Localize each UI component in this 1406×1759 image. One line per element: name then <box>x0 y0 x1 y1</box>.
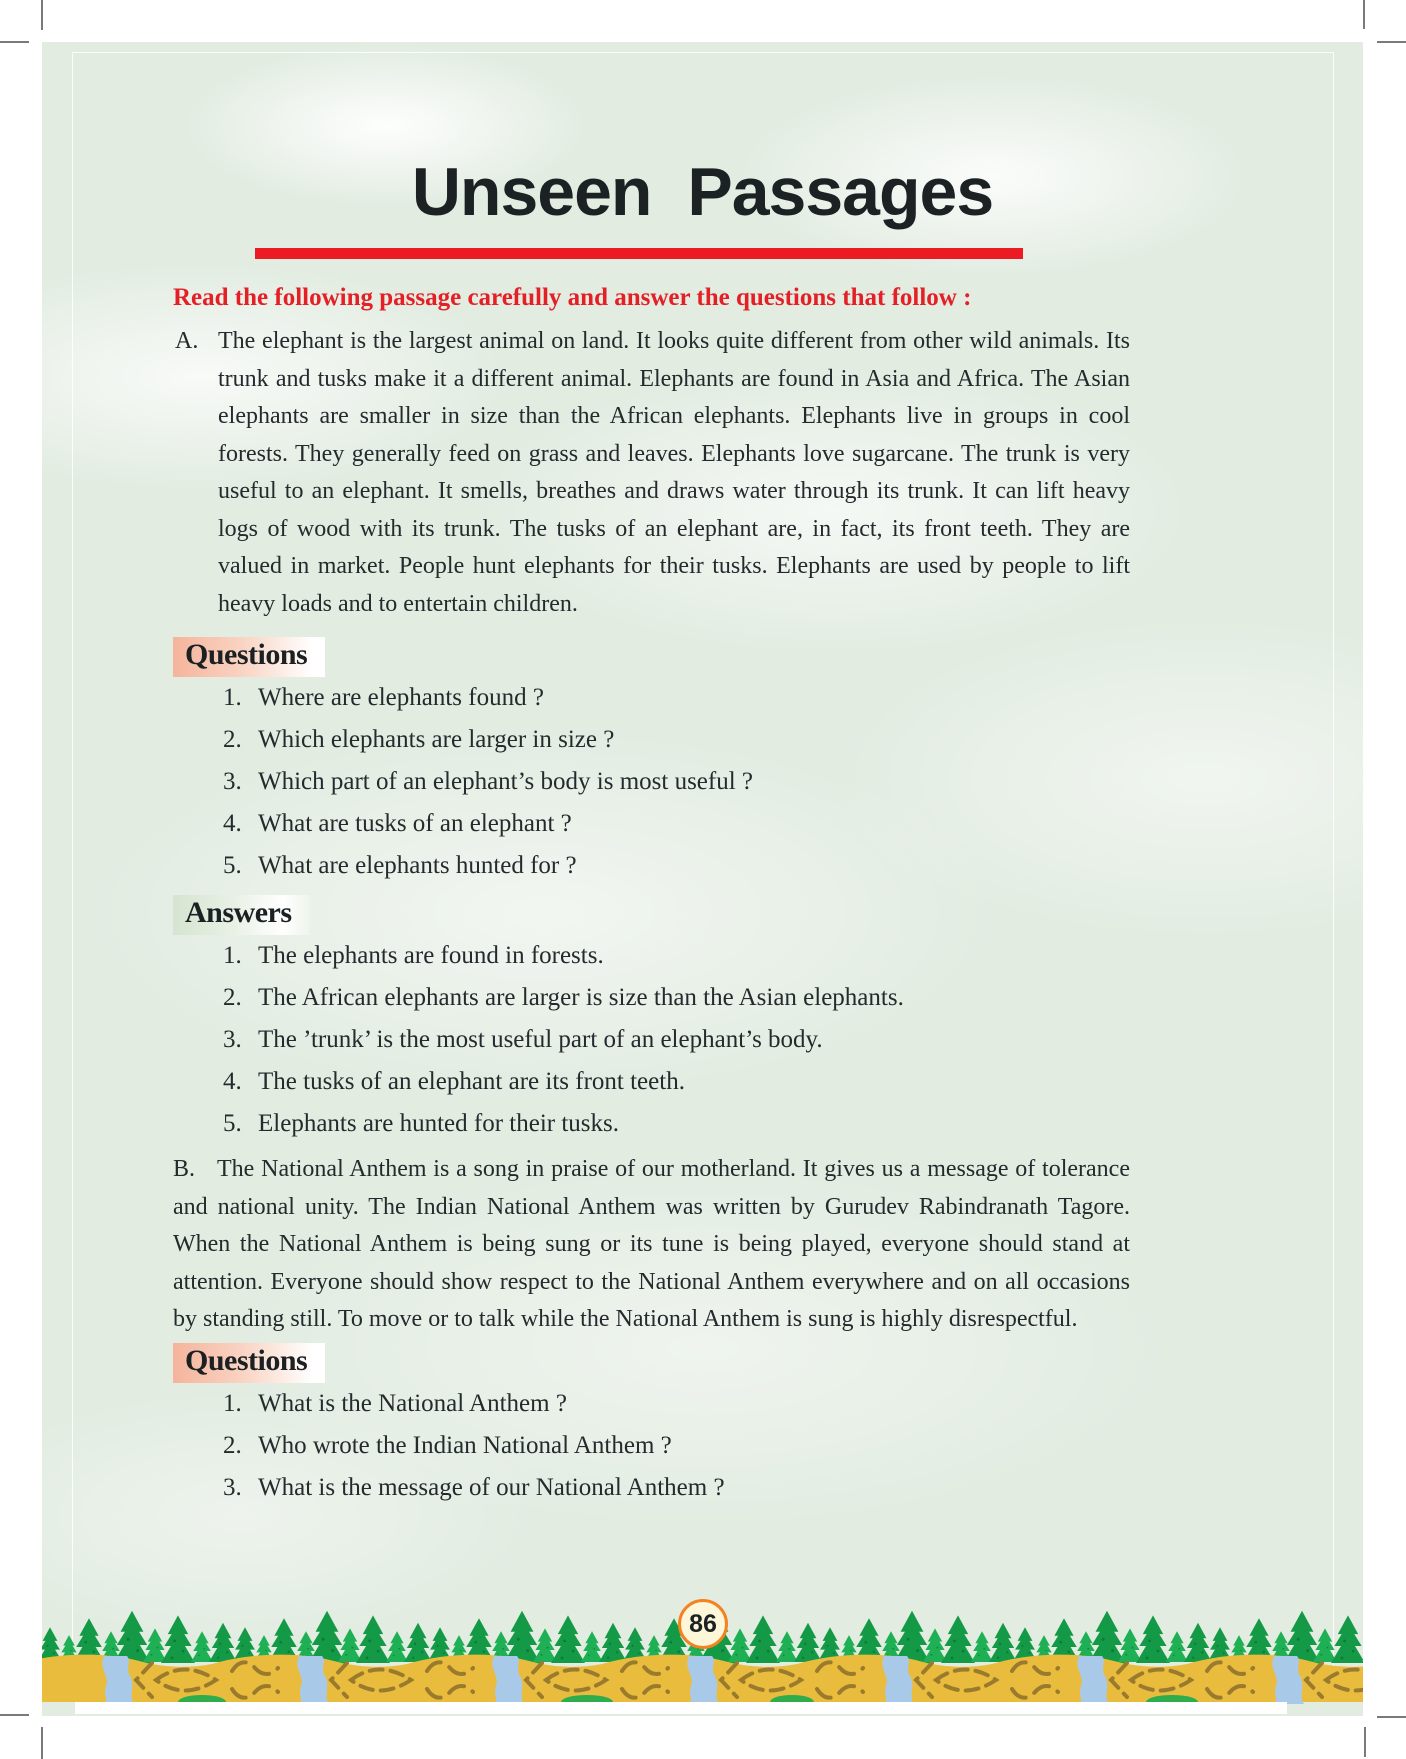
answers-a-list <box>173 941 1130 1139</box>
answer-text: The elephants are found in forests. <box>258 942 604 969</box>
question-text: Where are elephants found ? <box>258 684 544 711</box>
question-text: What are tusks of an elephant ? <box>258 810 572 837</box>
question-number: 1. <box>223 684 242 711</box>
passage-b <box>173 1151 1130 1339</box>
answer-item <box>173 1067 1130 1097</box>
answer-item <box>173 1025 1130 1055</box>
questions-b-list <box>173 1389 1130 1503</box>
answer-text: Elephants are hunted for their tusks. <box>258 1110 620 1137</box>
question-item <box>173 725 1130 755</box>
questions-b-heading: Questions <box>173 1343 325 1383</box>
page-canvas <box>42 42 1363 1716</box>
answer-item <box>173 983 1130 1013</box>
passage-a-label: A. <box>175 328 199 354</box>
crop-mark-top-right-h <box>1377 41 1406 43</box>
question-number: 3. <box>223 1473 242 1501</box>
question-item <box>173 683 1130 713</box>
answer-item <box>173 1109 1130 1139</box>
passage-b-label: B. <box>173 1156 196 1182</box>
page-title: Unseen Passages <box>411 154 994 230</box>
page-number: 86 <box>689 1609 717 1638</box>
question-text: What is the message of our National Anthem ? <box>258 1473 725 1501</box>
question-text: Who wrote the Indian National Anthem ? <box>258 1431 672 1459</box>
question-number: 5. <box>223 852 242 879</box>
crop-mark-bottom-right-h <box>1377 1716 1406 1718</box>
question-item <box>173 1473 1130 1503</box>
question-text: What are elephants hunted for ? <box>258 852 577 879</box>
crop-mark-top-left-v <box>41 0 43 30</box>
crop-mark-bottom-right-v <box>1364 1727 1366 1757</box>
answer-text: The African elephants are larger is size than the Asian elephants. <box>258 984 904 1011</box>
question-text: Which elephants are larger in size ? <box>258 726 615 753</box>
answer-number: 3. <box>223 1026 242 1053</box>
answer-number: 4. <box>223 1068 242 1095</box>
crop-mark-bottom-left-v <box>41 1727 43 1759</box>
title-underline-rule <box>255 248 1023 259</box>
passage-b-text: The National Anthem is a song in praise of our motherland. It gives us a message of tolerance and national unity. The Indian National Anthem was written by Gurudev Rabindranath Tagore. When the National Anthem is being sung or its tune is being played, everyone should stand at attention. Everyone should show respect to the National Anthem everywhere and on all occasions by standing still. To move or to talk while the National Anthem is sung is highly disrespectful. <box>173 1156 1130 1332</box>
instruction-heading: Read the following passage carefully and answer the questions that follow : <box>173 284 972 311</box>
answer-text: The ’trunk’ is the most useful part of an elephant’s body. <box>258 1026 823 1053</box>
content-column <box>173 281 1130 1503</box>
answer-number: 1. <box>223 942 242 969</box>
question-number: 2. <box>223 1431 242 1459</box>
answer-item <box>173 941 1130 971</box>
question-text: Which part of an elephant’s body is most useful ? <box>258 768 754 795</box>
question-item <box>173 1389 1130 1419</box>
question-item <box>173 1431 1130 1461</box>
question-number: 3. <box>223 768 242 795</box>
crop-mark-top-left-h <box>0 41 29 43</box>
question-number: 4. <box>223 810 242 837</box>
passage-a <box>173 323 1130 623</box>
questions-a-list <box>173 683 1130 881</box>
question-item <box>173 767 1130 797</box>
crop-mark-bottom-left-h <box>0 1714 29 1716</box>
question-number: 1. <box>223 1389 242 1417</box>
question-item <box>173 809 1130 839</box>
answer-number: 2. <box>223 984 242 1011</box>
answers-a-heading: Answers <box>173 895 310 935</box>
question-item <box>173 851 1130 881</box>
crop-mark-top-right-v <box>1363 0 1365 29</box>
page-number-badge <box>678 1599 728 1649</box>
questions-a-heading: Questions <box>173 637 325 677</box>
passage-a-text: The elephant is the largest animal on land. It looks quite different from other wild animals. Its trunk and tusks make it a different animal. Elephants are found in Asia and Africa. The Asian elephants are smaller in size than the African elephants. Elephants live in groups in cool forests. They generally feed on grass and leaves. Elephants love sugarcane. The trunk is very useful to an elephant. It smells, breathes and draws water through its trunk. It can lift heavy logs of wood with its trunk. The tusks of an elephant are, in fact, its front teeth. They are valued in market. People hunt elephants for their tusks. Elephants are used by people to lift heavy loads and to entertain children. <box>218 328 1130 617</box>
question-text: What is the National Anthem ? <box>258 1389 567 1417</box>
answer-text: The tusks of an elephant are its front teeth. <box>258 1068 685 1095</box>
question-number: 2. <box>223 726 242 753</box>
answer-number: 5. <box>223 1110 242 1137</box>
